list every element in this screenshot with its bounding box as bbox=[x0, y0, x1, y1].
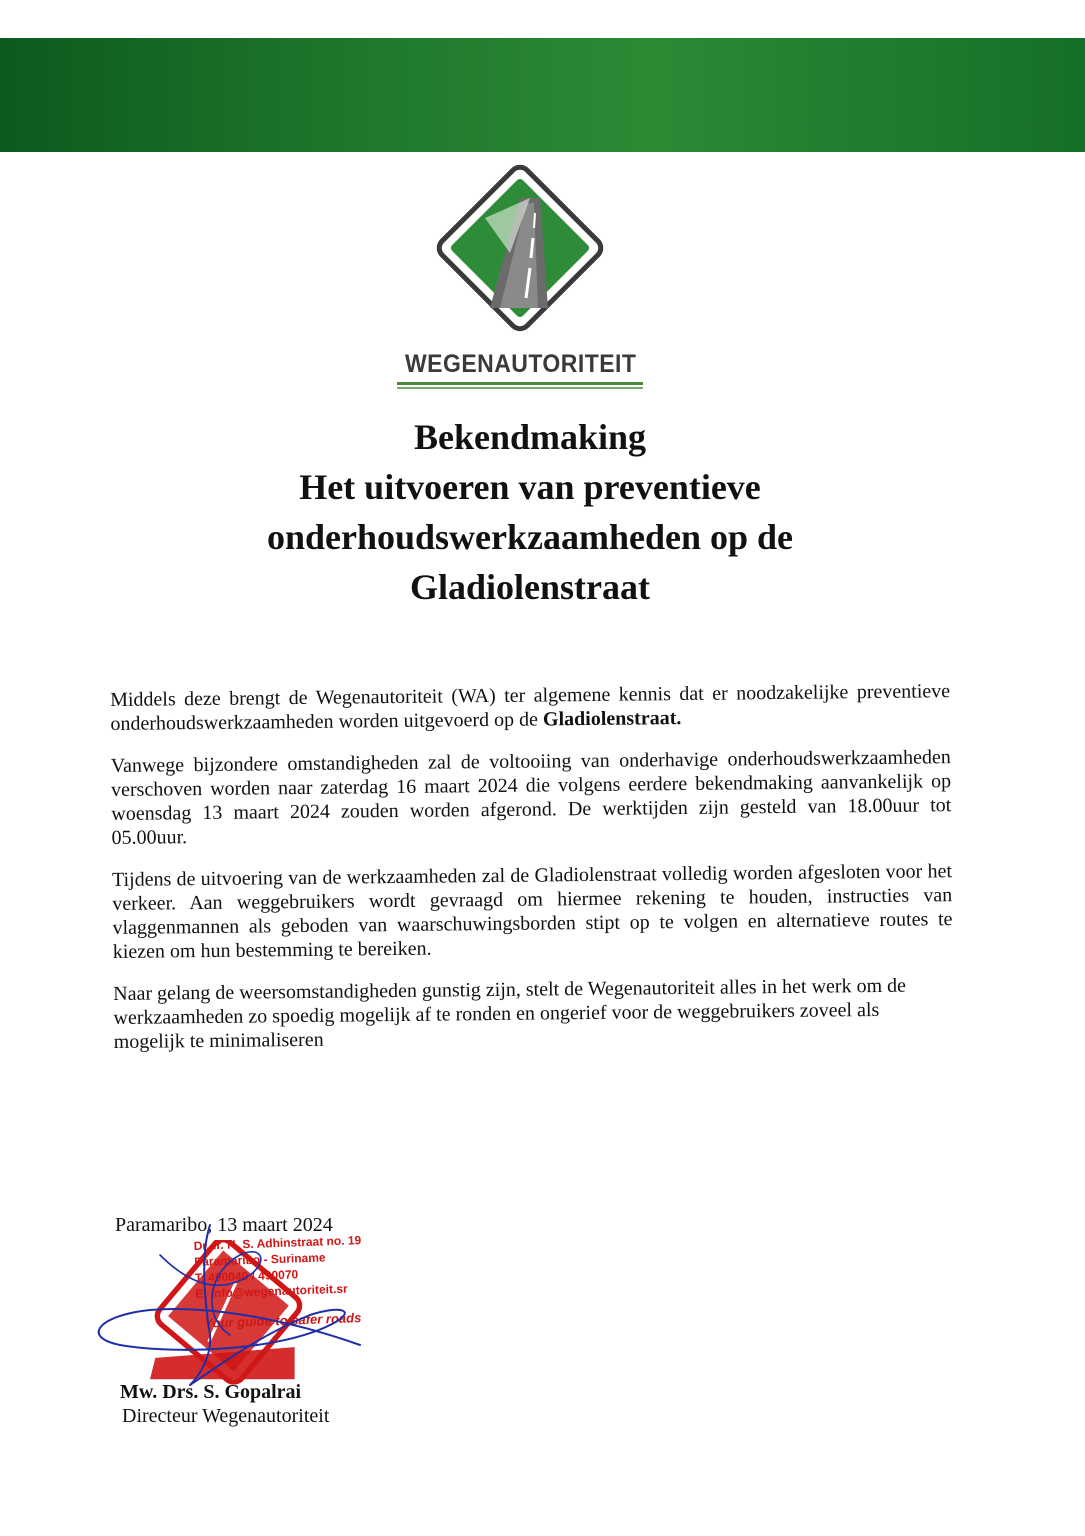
document-heading bbox=[150, 412, 910, 612]
street-name-emphasis: Gladiolenstraat. bbox=[542, 707, 682, 731]
heading-line-1: Bekendmaking bbox=[413, 417, 647, 457]
stamp-city: Paramaribo - Suriname bbox=[194, 1250, 326, 1269]
place-and-date: Paramaribo, 13 maart 2024 bbox=[115, 1214, 333, 1236]
heading-line-3: onderhoudswerkzaamheden op de bbox=[266, 517, 794, 557]
paragraph-1 bbox=[110, 679, 950, 736]
paragraph-1-text: Middels deze brengt de Wegenautoriteit (WA) ter algemene kennis dat er noodzakelijke preventieve onderhoudswerkzaamheden worden uitgevoerd op de bbox=[110, 680, 951, 735]
stamp-brand: WEGENAUTORITEIT bbox=[44, 1343, 161, 1363]
stamp-email: E: info@wegenautoriteit.sr bbox=[195, 1281, 348, 1301]
header-green-band bbox=[0, 38, 1085, 152]
stamp-phone: T: 490040 / 490070 bbox=[194, 1267, 299, 1285]
logo-underline bbox=[397, 382, 643, 389]
stamp-slogan: Your guide to safer roads bbox=[204, 1310, 362, 1331]
signer-name: Mw. Drs. S. Gopalrai bbox=[120, 1381, 302, 1403]
paragraph-2: Vanwege bijzondere omstandigheden zal de voltooiing van onderhavige onderhoudswerkzaamheden verschoven worden naar zaterdag 16 maart 2024 die volgens eerdere bekendmaking aanvankelijk op woensdag 13 maart 2024 zouden worden afgerond. De werktijden zijn gesteld van 18.00uur tot 05.00uur. bbox=[110, 746, 952, 849]
road-diamond-icon bbox=[430, 158, 610, 338]
organization-logo bbox=[395, 158, 645, 388]
signer-title: Directeur Wegenautoriteit bbox=[122, 1405, 330, 1427]
handwritten-signature bbox=[60, 1215, 400, 1390]
paragraph-3: Tijdens de uitvoering van de werkzaamheden zal de Gladiolenstraat volledig worden afgesloten voor het verkeer. Aan weggebruikers wordt gevraagd om hiermee rekening te houden, instructies van vlaggenmannen als geboden van waarschuwingsborden stipt op te volgen en alternatieve routes te kiezen om hun bestemming te bereiken. bbox=[111, 860, 953, 963]
paragraph-4: Naar gelang de weersomstandigheden gunstig zijn, stelt de Wegenautoriteit alles in het werk om de werkzaamheden zo spoedig mogelijk af te ronden en ongerief voor de weggebruikers zoveel als mogelijk te minimaliseren bbox=[113, 974, 907, 1053]
heading-line-2: Het uitvoeren van preventieve bbox=[299, 467, 761, 507]
stamp-address: Dr. Ir. H. S. Adhinstraat no. 19 bbox=[193, 1233, 362, 1253]
announcement-body bbox=[110, 679, 954, 1072]
organization-name: WEGENAUTORITEIT bbox=[405, 350, 637, 378]
heading-line-4: Gladiolenstraat bbox=[410, 567, 650, 607]
